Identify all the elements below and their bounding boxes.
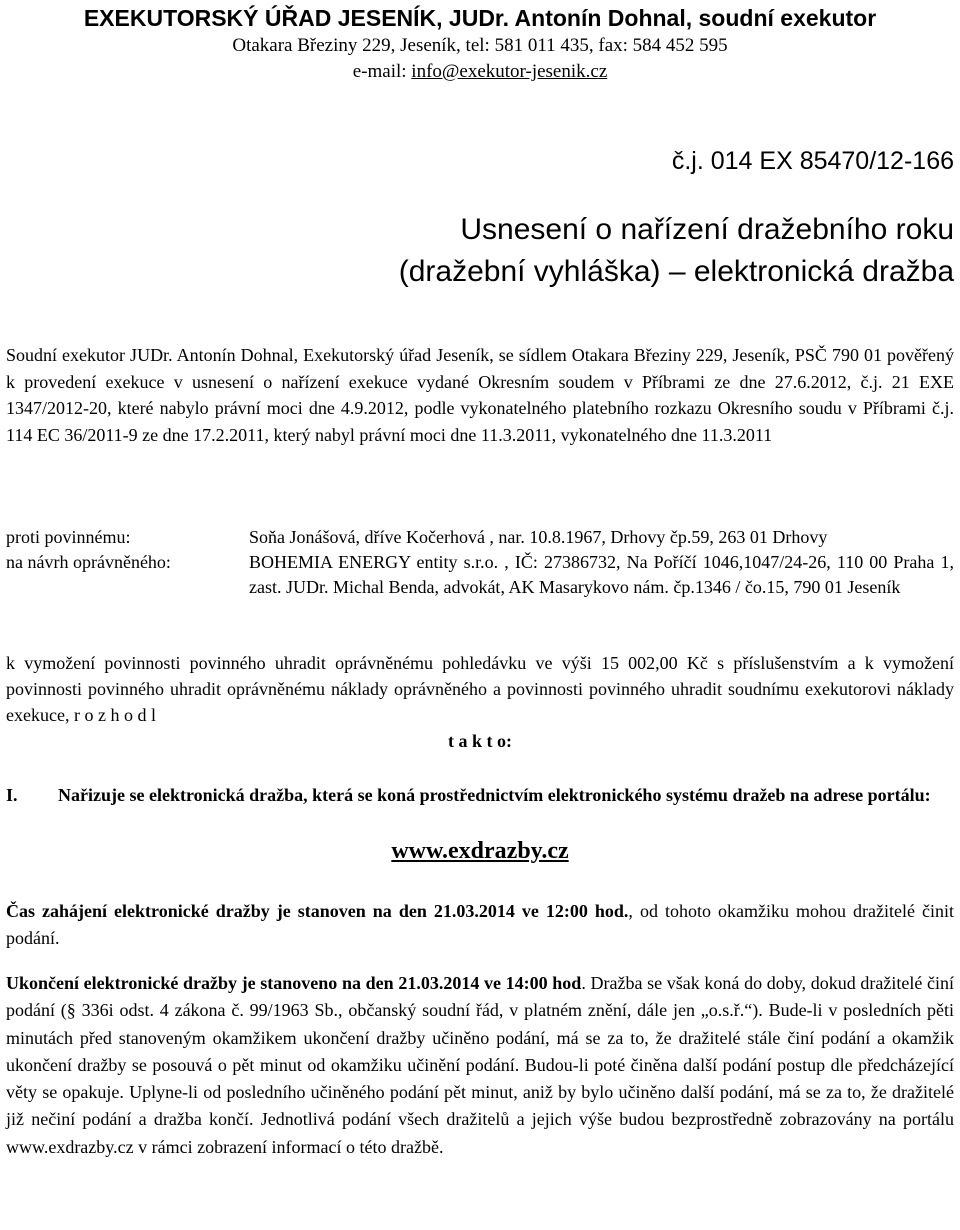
creditor-label: na návrh oprávněného: — [6, 552, 171, 572]
debtor-row — [6, 525, 954, 550]
start-paragraph — [6, 898, 954, 952]
creditor-row — [6, 550, 954, 600]
parties-block — [6, 525, 954, 600]
intro-paragraph: Soudní exekutor JUDr. Antonín Dohnal, Exekutorský úřad Jeseník, se sídlem Otakara Březiny 229, Jeseník, PSČ 790 01 pověřený k provedení exekuce v usnesení o nařízení exekuce vydané Okresním soudem v Příbrami ze dne 27.6.2012, č.j. 21 EXE 1347/2012-20, které nabylo právní moci dne 4.9.2012, podle vykonatelného platebního rozkazu Okresního soudu v Příbrami č.j. 114 EC 36/2011-9 ze dne 17.2.2011, který nabyl právní moci dne 11.3.2011, vykonatelného dne 11.3.2011 — [6, 345, 954, 445]
section-1-text: Nařizuje se elektronická dražba, která se koná prostřednictvím elektronického systému dražeb na adrese portálu: — [58, 785, 931, 805]
end-time-rest: . Dražba se však koná do doby, dokud dražitelé činí podání (§ 336i odst. 4 zákona č. 99/1963 Sb., občanský soudní řád, v platném znění, dále jen „o.s.ř.“). Bude-li v posledních pěti minutách před stanoveným okamžikem ukončení dražby učiněno podání, má se za to, že dražitelé stále činí podání a okamžik ukončení dražby se posouvá o pět minut od okamžiku učinění podání. Budou-li poté činěna další podání postup dle předcházející věty se opakuje. Uplyne-li od posledního učiněného podání pět minut, aniž by bylo učiněno další podání, má se za to, že dražitelé již nečiní podání a dražba končí. Jednotlivá podání všech dražitelů a jejich výše budou bezprostředně zobrazovány na portálu www.exdrazby.cz v rámci zobrazení informací o této dražbě. — [6, 973, 954, 1157]
creditor-value: BOHEMIA ENERGY entity s.r.o. , IČ: 27386732, Na Poříčí 1046,1047/24-26, 110 00 Praha 1, zast. JUDr. Michal Benda, advokát, AK Masarykovo nám. čp.1346 / čo.15, 790 01 Jeseník — [249, 552, 954, 597]
purpose-paragraph: k vymožení povinnosti povinného uhradit oprávněnému pohledávku ve výši 15 002,00 Kč s příslušenstvím a k vymožení povinnosti povinného uhradit oprávněnému náklady oprávněného a povinnosti povinného uhradit soudnímu exekutorovi náklady exekuce, r o z h o d l — [6, 653, 954, 725]
decision-word: t a k t o: — [448, 731, 512, 751]
case-reference: č.j. 014 EX 85470/12-166 — [671, 147, 954, 175]
email-link[interactable]: info@exekutor-jesenik.cz — [411, 61, 608, 82]
office-email — [0, 60, 960, 84]
section-1-number: I. — [6, 785, 18, 805]
section-1 — [6, 782, 954, 808]
email-prefix: e-mail: — [352, 61, 412, 82]
document-subtitle: (dražební vyhláška) – elektronická dražba — [398, 255, 954, 288]
portal-address — [0, 836, 960, 866]
portal-link[interactable]: www.exdrazby.cz — [391, 838, 569, 864]
office-address: Otakara Březiny 229, Jeseník, tel: 581 011 435, fax: 584 452 595 — [232, 35, 728, 56]
end-time-bold: Ukončení elektronické dražby je stanoveno na den 21.03.2014 ve 14:00 hod — [6, 973, 582, 993]
start-time-rest: , od tohoto okamžiku mohou dražitelé činit podání. — [6, 901, 954, 948]
end-paragraph — [6, 970, 954, 1161]
debtor-label: proti povinnému: — [6, 527, 131, 547]
start-time-bold: Čas zahájení elektronické dražby je stanoven na den 21.03.2014 ve 12:00 hod. — [6, 901, 629, 921]
debtor-value: Soňa Jonášová, dříve Kočerhová , nar. 10.8.1967, Drhovy čp.59, 263 01 Drhovy — [249, 527, 828, 547]
office-name: EXEKUTORSKÝ ÚŘAD JESENÍK, JUDr. Antonín Dohnal, soudní exekutor — [83, 5, 877, 31]
document-title: Usnesení o nařízení dražebního roku — [460, 213, 954, 246]
